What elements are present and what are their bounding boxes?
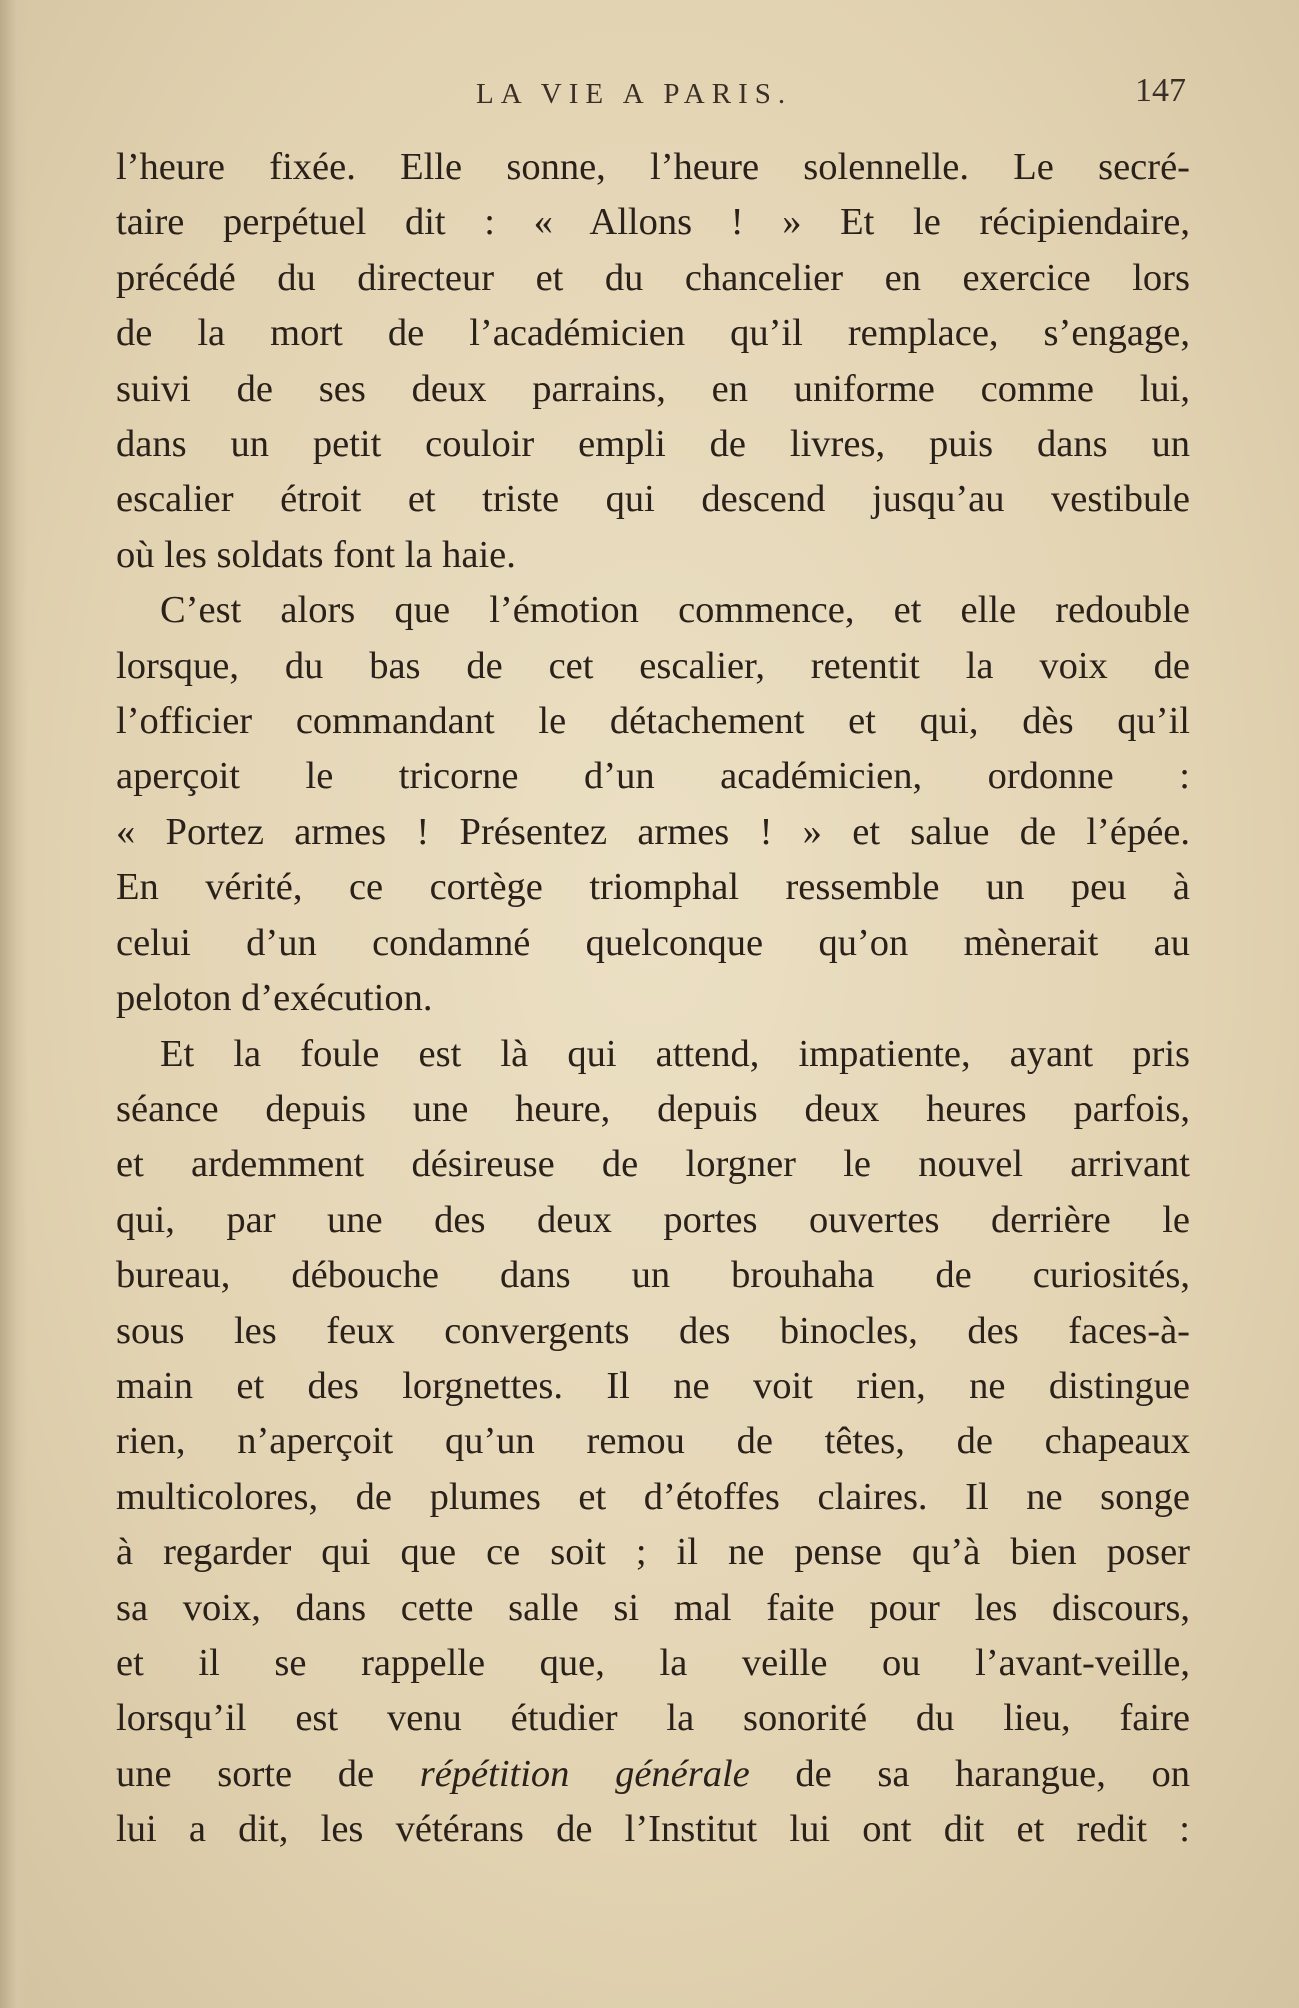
paragraph-1 <box>116 140 1190 583</box>
text-line: à regarder qui que ce soit ; il ne pense qu’à bien poser <box>116 1531 1190 1574</box>
text-line: C’est alors que l’émotion commence, et elle redouble <box>160 589 1190 632</box>
body-text <box>116 140 1190 1858</box>
page-number: 147 <box>1135 72 1186 109</box>
text-line: main et des lorgnettes. Il ne voit rien, ne distingue <box>116 1364 1190 1407</box>
text-line: lorsque, du bas de cet escalier, retentit la voix de <box>116 644 1190 687</box>
text-line: « Portez armes ! Présentez armes ! » et salue de l’épée. <box>116 810 1190 853</box>
text-line: celui d’un condamné quelconque qu’on mènerait au <box>116 921 1190 964</box>
text-line: et il se rappelle que, la veille ou l’avant-veille, <box>116 1641 1190 1684</box>
text-line: lorsqu’il est venu étudier la sonorité du lieu, faire <box>116 1697 1190 1740</box>
text-line: l’heure fixée. Elle sonne, l’heure solennelle. Le secré- <box>116 146 1190 188</box>
text-line: sous les feux convergents des binocles, des faces-à- <box>116 1309 1190 1352</box>
text-line: l’officier commandant le détachement et qui, dès qu’il <box>116 700 1190 743</box>
text-line: peloton d’exécution. <box>116 977 433 1020</box>
text-line: dans un petit couloir empli de livres, puis dans un <box>116 423 1190 466</box>
text-line: En vérité, ce cortège triomphal ressemble un peu à <box>116 866 1190 909</box>
text-line: suivi de ses deux parrains, en uniforme comme lui, <box>116 367 1190 410</box>
text-line: sa voix, dans cette salle si mal faite pour les discours, <box>116 1586 1190 1629</box>
text-line: aperçoit le tricorne d’un académicien, ordonne : <box>116 755 1190 798</box>
running-title: LA VIE A PARIS. <box>476 78 793 110</box>
text-line-with-emphasis <box>116 1747 1190 1802</box>
text-line: et ardemment désireuse de lorgner le nouvel arrivant <box>116 1143 1190 1186</box>
page-header <box>116 72 1186 122</box>
text-line: qui, par une des deux portes ouvertes derrière le <box>116 1198 1190 1241</box>
line-text-before: une sorte de <box>116 1752 420 1795</box>
text-line: où les soldats font la haie. <box>116 533 516 576</box>
emphasized-phrase: répétition générale <box>419 1752 750 1795</box>
paragraph-2 <box>116 583 1190 1026</box>
text-line: escalier étroit et triste qui descend jusqu’au vestibule <box>116 478 1190 521</box>
text-line: précédé du directeur et du chancelier en exercice lors <box>116 256 1190 299</box>
text-line: de la mort de l’académicien qu’il remplace, s’engage, <box>116 312 1190 355</box>
text-line: Et la foule est là qui attend, impatiente, ayant pris <box>160 1032 1190 1075</box>
text-line: séance depuis une heure, depuis deux heures parfois, <box>116 1087 1190 1130</box>
paragraph-3 <box>116 1027 1190 1858</box>
text-line: taire perpétuel dit : « Allons ! » Et le récipiendaire, <box>116 201 1190 244</box>
text-line: multicolores, de plumes et d’étoffes claires. Il ne songe <box>116 1475 1190 1518</box>
text-line: bureau, débouche dans un brouhaha de curiosités, <box>116 1254 1190 1297</box>
text-line: lui a dit, les vétérans de l’Institut lui ont dit et redit : <box>116 1808 1190 1851</box>
line-text-after: de sa harangue, on <box>749 1752 1191 1795</box>
text-line: rien, n’aperçoit qu’un remou de têtes, de chapeaux <box>116 1420 1190 1463</box>
